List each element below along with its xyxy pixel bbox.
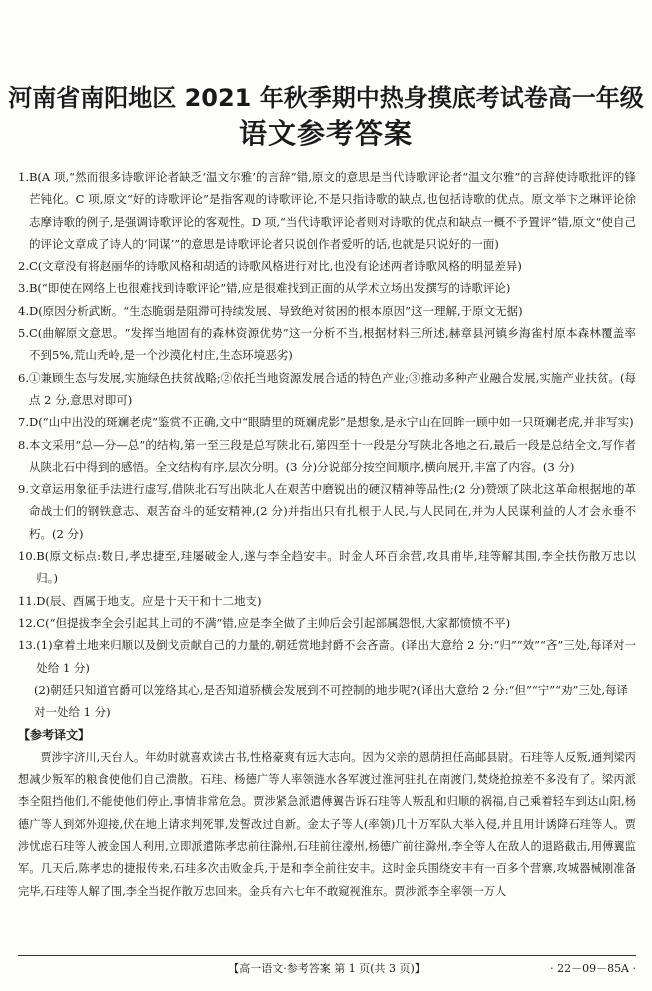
answer-item-11 [18, 590, 636, 612]
answer-item-1 [18, 166, 636, 255]
footer-page-info: 【高一语文·参考答案 第 1 页(共 3 页)】 [228, 962, 426, 975]
q13-part-1: (1)拿着土地来归顺以及倒戈贡献自己的力量的,朝廷赏地封爵不会吝啬。(译出大意给 2 分:“归”“效”“吝”三处,每译对一处给 1 分) [36, 638, 636, 675]
answer-item-2 [18, 255, 636, 277]
answer-number: 10. [18, 549, 37, 564]
page-footer [18, 960, 636, 976]
answer-item-13 [18, 634, 636, 679]
answer-number: 8. [18, 437, 29, 452]
answer-text: ①兼顾生态与发展,实施绿色扶贫战略;②依托当地资源发展合适的特色产业;③推动多种产业融合发展,实施产业扶贫。(每点 2 分,意思对即可) [28, 370, 636, 407]
answer-text: 文章运用象征手法进行虚写,借陕北石写出陕北人在艰苦中磨锐出的硬汉精神等品性;(2 分)赞颂了陕北这革命根据地的革命战士们的钢铁意志、艰苦奋斗的延安精神,(2 分)并指出只有扎根于人民,与人民同在,并为人民谋利益的人才会永垂不朽。(2 分) [28, 482, 636, 541]
exam-title: 河南省南阳地区 2021 年秋季期中热身摸底考试卷高一年级 [8, 84, 644, 112]
answer-content [18, 166, 636, 903]
answer-number: 13. [18, 638, 37, 653]
answer-text [36, 634, 636, 679]
reference-translation-text: 贾涉字济川,天台人。年幼时就喜欢读古书,性格豪爽有远大志向。因为父亲的恩荫担任高邮县尉。石珪等人反叛,通判梁丙想减少叛军的粮食使他们自己溃散。石珪、杨德广等人率领涟水各军渡过淮河驻扎在南渡门,焚烧抢掠差不多没有了。梁丙派李全阻挡他们,不能使他们停止,事情非常危急。贾涉紧急派遣傅翼告诉石珪等人叛乱和归顺的祸福,自己乘着轻车到达山阳,杨德广等人到郊外迎接,伏在地上请求判死罪,发誓改过自新。金太子等人(率领)几十万军队大举入侵,并且用计诱降石珪等人。贾涉忧虑石珪等人被金国人利用,立即派遣陈孝忠前往滁州,石珪前往濠州,杨德广前往滁州,李全等人在敌人的退路截击,用傅翼监军。几天后,陈孝忠的捷报传来,石珪多次击败金兵,于是和李全前往安丰。这时金兵围绕安丰有一百多个营寨,攻城器械刚准备完毕,石珪等人解了围,李全当捉作散万忠回来。金兵有六七年不敢窥视淮东。贾涉派李全率领一万人 [18, 750, 636, 898]
answer-text: B(原文标点:数日,孝忠捷至,珪屡破金人,遂与李全趋安丰。时金人环百余营,攻具甫毕,珪等解其围,李全扶伤散万忠以归。) [36, 549, 636, 586]
answer-text: B(“即使在网络上也很难找到诗歌评论”错,应是很难找到正面的从学术立场出发撰写的诗歌评论) [28, 281, 511, 296]
footer-divider [18, 955, 636, 956]
answer-text: B(A 项,“然而很多诗歌评论者缺乏‘温文尔雅’的言辞”错,原文的意思是当代诗歌评论者“温文尔雅”的言辞使诗歌批评的锋芒钝化。C 项,原文“好的诗歌评论”是指客观的诗歌评论,不是只指诗歌的缺点,也包括诗歌的优点。原文举卞之琳评论徐志摩诗歌的例子,是强调诗歌评论的客观性。D 项,“当代诗歌评论者则对诗歌的优点和缺点一概不予置评”错,原文“使自己的评论文章成了诗人的‘同谋’”的意思是诗歌评论者只说创作者爱听的话,也就是只说好的一面) [28, 170, 636, 251]
answer-text: D(原因分析武断。“生态脆弱是阻滞可持续发展、导致绝对贫困的根本原因”这一理解,于原文无据) [28, 303, 523, 318]
answer-item-12 [18, 612, 636, 634]
answer-text: 本文采用“总—分—总”的结构,第一至三段是总写陕北石,第四至十一段是分写陕北各地之石,最后一段是总结全文,写作者从陕北石中得到的感悟。全文结构有序,层次分明。(3 分)分说部分按空间顺序,横向展开,丰富了内容。(3 分) [28, 437, 636, 474]
answer-item-6 [18, 367, 636, 412]
answer-number: 7. [18, 415, 29, 430]
answer-number: 9. [18, 482, 29, 497]
answer-number: 1. [18, 170, 29, 184]
answer-item-5 [18, 322, 636, 367]
answer-number: 5. [18, 326, 29, 341]
answer-text: C(文章没有将赵丽华的诗歌风格和胡适的诗歌风格进行对比,也没有论述两者诗歌风格的明显差异) [28, 259, 522, 274]
answer-number: 11. [18, 593, 37, 608]
answer-number: 4. [18, 303, 29, 318]
answer-key-title: 语文参考答案 [238, 117, 413, 150]
answer-number: 2. [18, 259, 29, 274]
answer-text: C(“但提拔李全会引起其上司的不满”错,应是李全做了主帅后会引起部属怨恨,大家都愤愤不平) [36, 615, 511, 630]
reference-translation-heading: 【参考译文】 [18, 728, 91, 743]
answer-text: C(曲解原文意思。“发挥当地固有的森林资源优势”这一分析不当,根据材料三所述,赫章县河镇乡海雀村原本森林覆盖率不到5%,荒山秃岭,是一个沙漠化村庄,生态环境恶劣) [28, 326, 636, 363]
answer-item-3 [18, 277, 636, 299]
answer-item-4 [18, 300, 636, 322]
answer-item-7 [18, 411, 636, 433]
answer-item-10 [18, 545, 636, 590]
q13-part-2: (2)朝廷只知道官爵可以笼络其心,是否知道骄横会发展到不可控制的地步呢?(译出大意给 2 分:“但”“宁”“劝”三处,每译对一处给 1 分) [34, 682, 629, 720]
q13-sub [18, 679, 636, 724]
answer-text: D(辰、酉属于地支。应是十天干和十二地支) [36, 593, 262, 608]
answer-number: 6. [18, 370, 29, 385]
footer-code: · 22－09－85A · [550, 962, 636, 975]
answer-item-9 [18, 478, 636, 545]
answer-text: D(“山中出没的斑斓老虎”鉴赏不正确,文中“眼睛里的斑斓虎影”是想象,是永宁山在回眸一顾中如一只斑斓老虎,并非写实) [28, 415, 634, 430]
answer-item-8 [18, 434, 636, 479]
answer-number: 12. [18, 615, 37, 630]
answer-number: 3. [18, 281, 29, 296]
